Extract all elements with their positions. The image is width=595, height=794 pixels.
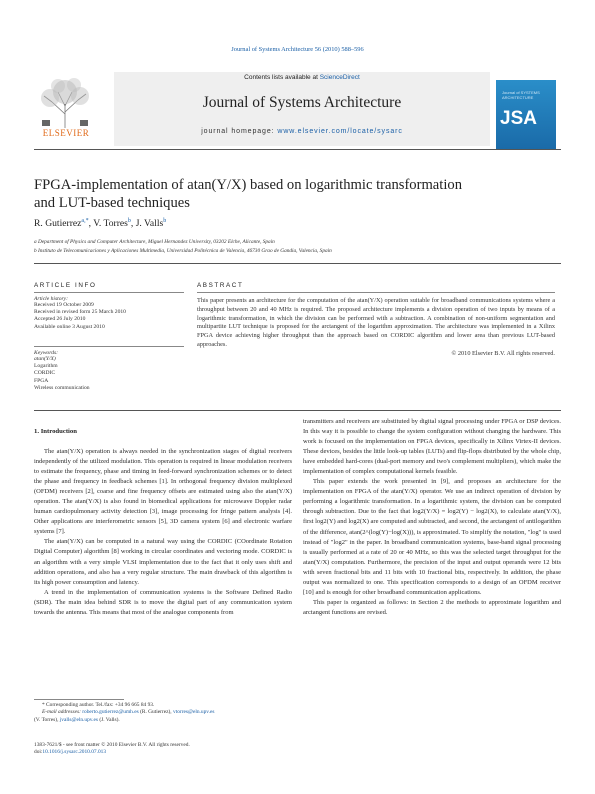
email-addresses-cont <box>34 717 292 724</box>
author-valls[interactable]: , J. Valls <box>130 218 164 230</box>
email-name-torres: (V. Torres), <box>34 716 59 723</box>
abstract-text: This paper presents an architecture for the computation of the atan(Y/X) operation suitable for broadband communications systems where a throughput between 20 and 40 MHz is required. The proposed architecture implements a division operation of two inputs by means of a logarithmic transformation, in which the division can be performed with a subtraction. A combination of non-uniform segmentation and multipartite LUT technique is proposed for the arctangent of the logarithm approximation. The architecture was implemented in a Xilinx FPGA device achieving higher throughput than the approach based on CORDIC algorithm and lower area than previous LUT-based approaches. <box>197 297 555 348</box>
corresponding-author-note: * Corresponding author. Tel./fax: +34 96 665 84 93. <box>42 702 155 708</box>
sciencedirect-link[interactable]: ScienceDirect <box>319 74 360 81</box>
journal-homepage-line <box>114 128 490 135</box>
contents-available-line <box>114 74 490 81</box>
intro-paragraph: transmitters and receivers are substituted by digital signal processing under FPGA or DSP devices. In this way it is possible to change the system configuration without changing the hardware. This work is focused on the implementation on FPGA devices, specifically in Xilinx Virtex-II devices. These devices, besides the little look-up tables (LUTs) and flip-flops distributed by the whole chip, have embedded hard-cores (dual-port memory and two's complement multipliers), which make the implementation of complex computational kernels feasible. <box>303 418 561 476</box>
right-column <box>303 417 561 618</box>
keyword-item: CORDIC <box>34 370 56 377</box>
title-line-2: and LUT-based techniques <box>34 195 190 211</box>
intro-paragraph: This paper extends the work presented in [9], and proposes an architecture for the implementation on FPGA of the atan(Y/X) operator. We use an indirect operation of division by performing a logarithmic transformation. In a logarithmic system, the division can be computed through subtraction. Due to the fact that log2(Y/X) = log2(Y) − log2(X), to calculate atan(Y/X), first log2(Y) and log2(X) are computed and subtracted, and second, the arctangent of antilogarithm of the difference, atan(2^(log(Y)−log(X))), is approximated. To simplify the notation, "log" is used instead of "log2" in the paper. In broadband communication systems, base-band signal processing is usually performed at a rate of 20 or 40 MHz, so this was the selected target throughput for the atan(Y/X) computation. Furthermore, the precision of the input and output operands were 12 bits with seven fractional bits and 11 bits with 10 fractional bits, respectively. In addition, the phase output was normalized to one. This specification corresponds to a design of an OFDM receiver [10] and is enough for other broadband communication applications. <box>303 478 561 596</box>
cover-subtitle: Journal of SYSTEMS ARCHITECTURE <box>502 90 540 100</box>
author-valls-affil[interactable]: b <box>163 218 167 224</box>
footnote <box>34 702 292 724</box>
bottom-metadata <box>34 742 334 757</box>
intro-paragraph: A trend in the implementation of communication systems is the Software Defined Radio (SDR). The main idea behind SDR is to move the digital part of any communication system towards the antenna. This means that most of the analogue components from <box>34 588 292 616</box>
author-gutierrez-affil[interactable]: a,* <box>81 218 89 224</box>
homepage-prefix: journal homepage: <box>201 128 275 135</box>
elsevier-wordmark: ELSEVIER <box>42 128 90 138</box>
keyword-item: atan(Y/X) <box>34 356 56 362</box>
cover-jsa-text: JSA <box>500 108 537 129</box>
article-history <box>34 296 184 331</box>
history-received: Received 19 October 2009 <box>34 302 94 308</box>
abstract-copyright: © 2010 Elsevier B.V. All rights reserved. <box>451 349 555 357</box>
author-torres[interactable]: , V. Torres <box>88 218 128 230</box>
introduction-heading: 1. Introduction <box>34 428 77 435</box>
footnote-rule <box>34 699 124 700</box>
issn-line: 1383-7621/$ - see front matter © 2010 Elsevier B.V. All rights reserved. <box>34 742 190 748</box>
keywords-rule <box>34 346 184 347</box>
journal-reference-link[interactable]: Journal of Systems Architecture 56 (2010) 588–596 <box>231 46 364 53</box>
contents-prefix: Contents lists available at <box>244 74 318 81</box>
email-name-gutierrez: (R. Gutierrez), <box>140 709 172 716</box>
doi-link[interactable]: 10.1016/j.sysarc.2010.07.013 <box>42 749 107 756</box>
keywords-label: Keywords: <box>34 350 59 356</box>
intro-paragraph: The atan(Y/X) can be computed in a natural way using the CORDIC (COordinate Rotation Digital Computer) algorithm [8] working in circular coordinates and vectoring mode. CORDIC is an algorithm with a very simple VLSI implementation due to the fact that it only uses shift and addition operations, and also has a very regular structure. The main drawback of this algorithm is its high power consumption and latency. <box>34 538 292 586</box>
intro-paragraph: This paper is organized as follows: in Section 2 the methods to approximate logarithm and arctangent functions are revised. <box>303 598 561 616</box>
keyword-item: Wireless communication <box>34 384 90 391</box>
title-line-1: FPGA-implementation of atan(Y/X) based on logarithmic transformation <box>34 177 462 193</box>
abstract-body <box>197 297 555 359</box>
author-list <box>34 218 166 229</box>
article-title <box>34 176 534 212</box>
affiliation-a: a Department of Physics and Computer Architecture, Miguel Hernandez University, 03202 Elche, Alicante, Spain <box>34 239 275 245</box>
doi-line <box>34 749 334 756</box>
history-accepted: Accepted 26 July 2010 <box>34 316 86 323</box>
abstract-bottom-rule <box>34 410 561 411</box>
keywords-block <box>34 350 184 392</box>
intro-paragraph: The atan(Y/X) operation is always needed in the synchronization stages of digital receivers independently of the utilized modulation. This operation is required in linear modulation receivers to estimate the frequency, phase and timing in feed-forward synchronization schemes or to detect the phase and frequency in feedback schemes [1]. In orthogonal frequency division multiplexed (OFDM) receivers [2], coarse and fine frequency offsets are estimated using also the atan(Y/X) operation. The atan(Y/X) is also found in biomedical applications for microwave Doppler radar human cardiopulmonary activity detection [3], image processing for fringe pattern analysis [4]. Other applications are interferometric sensors [5], 3D camera system [6] and electronic warfare systems [7]. <box>34 448 292 536</box>
left-column <box>34 447 292 618</box>
abstract-heading: ABSTRACT <box>197 282 244 289</box>
email-addresses <box>34 709 292 716</box>
email-name-valls: (J. Valls). <box>99 716 120 723</box>
keyword-item: Logarithm <box>34 363 58 370</box>
email-link-torres[interactable]: vtorres@eln.upv.es <box>173 709 215 716</box>
journal-title: Journal of Systems Architecture <box>202 94 402 111</box>
article-history-label: Article history: <box>34 296 69 302</box>
affiliation-rule <box>34 263 561 264</box>
history-revised: Received in revised form 25 March 2010 <box>34 309 126 316</box>
email-label: E-mail addresses: <box>42 709 81 716</box>
history-online: Available online 3 August 2010 <box>34 323 105 330</box>
author-gutierrez[interactable]: R. Gutierrez <box>34 218 82 230</box>
keyword-item: FPGA <box>34 377 49 384</box>
doi-label: doi: <box>34 749 43 756</box>
affiliation-b: b Instituto de Telecomunicaciones y Aplicaciones Multimedia, Universidad Politécnica de Valencia, 46730 Grao de Gandia, Valencia, Spain <box>34 248 332 254</box>
journal-header <box>34 72 561 146</box>
journal-cover-image <box>496 80 556 150</box>
abstract-rule <box>197 292 555 293</box>
article-info-rule <box>34 292 184 293</box>
author-torres-affil[interactable]: b <box>127 218 131 224</box>
article-info-heading: ARTICLE INFO <box>34 282 97 289</box>
email-link-gutierrez[interactable]: roberto.gutierrez@umh.es <box>82 709 139 716</box>
email-link-valls[interactable]: jvalls@eln.upv.es <box>59 716 98 723</box>
header-rule <box>34 149 561 150</box>
homepage-url-link[interactable]: www.elsevier.com/locate/sysarc <box>277 128 403 135</box>
